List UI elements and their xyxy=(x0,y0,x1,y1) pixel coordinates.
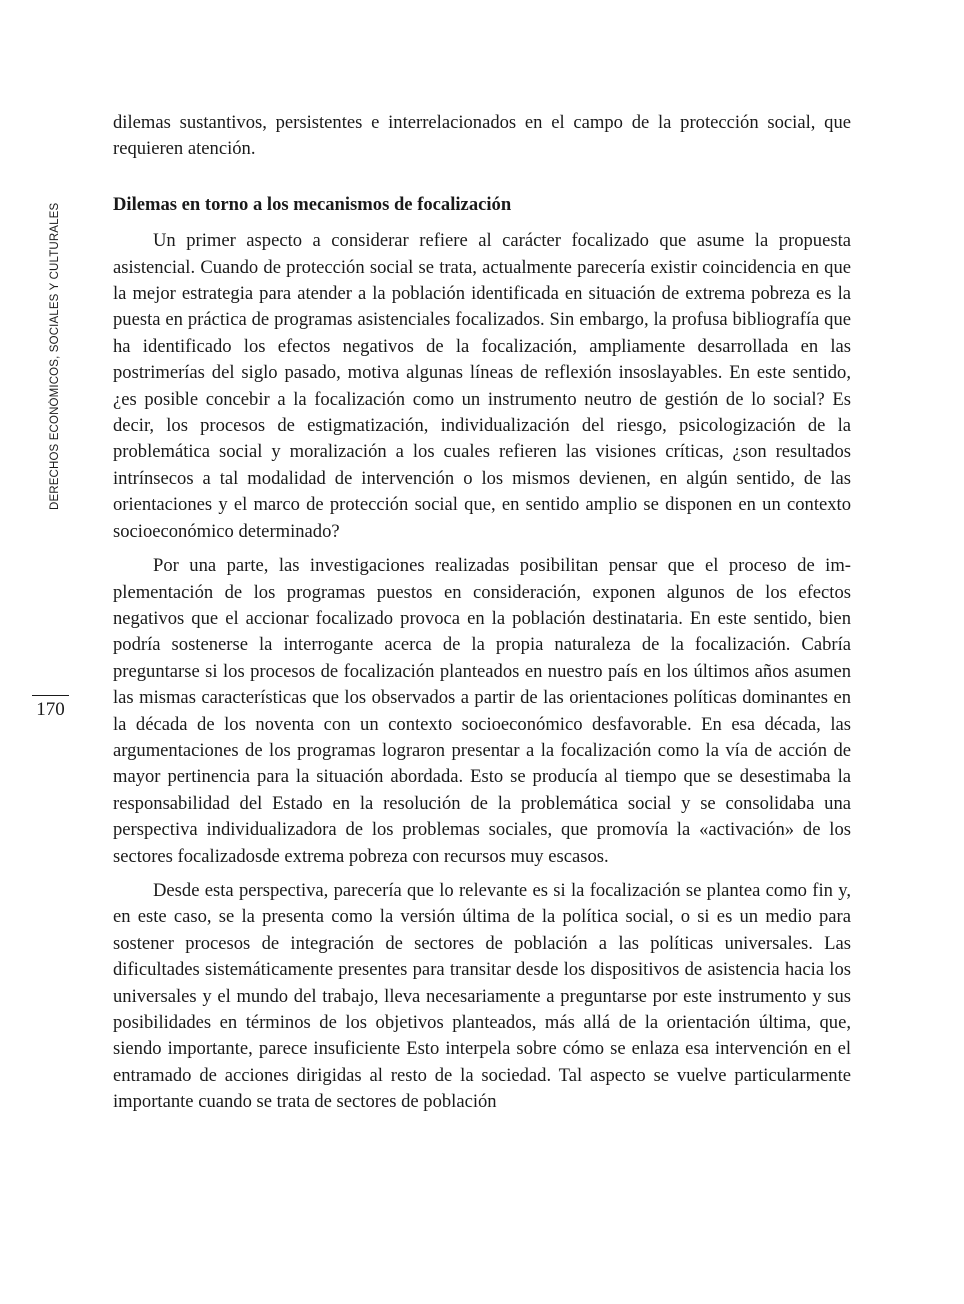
running-header-text: DERECHOS ECONÓMICOS, SOCIALES Y CULTURALES xyxy=(49,202,61,510)
paragraph-2: Por una parte, las investigaciones realizadas posibilitan pensar que el proceso de implementación de los programas puestos en consideración, exponen algunos de los efectos negativos que el accionar focalizado provoca en la población destinataria. En este sentido, bien podría sostenerse la interrogante acerca de la propia naturaleza de la focalización. Cabría preguntarse si los procesos de focalización planteados en nuestro país en los últimos años asumen las mismas características que los observados a partir de las orientaciones políticas dominantes en la década de los noventa con un contexto socioeconómico desfavorable. En esa década, las argumentaciones de los programas lograron presentar a la focalización como la vía de acción de mayor pertinencia para la situación abordada. Esto se producía al tiempo que se desestimaba la responsabilidad del Estado en la resolución de la problemática social y se consolidaba una perspectiva individualizadora de los problemas sociales, que promovía la «activación» de los sectores focalizadosde extrema pobreza con recursos muy escasos. xyxy=(113,555,851,867)
page-number: 170 xyxy=(36,699,65,720)
section-heading: Dilemas en torno a los mecanismos de focalización xyxy=(113,193,512,215)
page-number-rule xyxy=(32,695,69,696)
body-text xyxy=(113,110,851,1116)
paragraph-3: Desde esta perspectiva, parecería que lo relevante es si la focalización se plantea como fin y, en este caso, se la presenta como la versión última de la política social, o si es un medio para sostener procesos de integración de sectores de población a las políticas universales. Las dificultades sistemáticamente presentes para transitar desde los dispositivos de asistencia hacia los universales y el mundo del trabajo, lleva necesariamente a preguntarse por este instrumento y sus posibilidades en términos de los objetivos planteados, más allá de la orientación última, que, siendo importante, parece insuficiente Esto interpela sobre cómo se enlaza esa intervención en el entramado de acciones dirigidas al resto de la sociedad. Tal aspecto se vuelve particularmente importante cuando se trata de sectores de población xyxy=(113,879,851,1113)
running-header xyxy=(47,194,63,510)
paragraph-1: Un primer aspecto a considerar refiere al carácter focalizado que asume la propuesta asistencial. Cuando de protección social se trata, actualmente parecería existir coincidencia en que la mejor estrategia para atender a la población identificada en situación de extrema pobreza es la puesta en práctica de programas asistenciales focalizados. Sin embargo, la profusa bibliografía que ha identificado los efectos negativos de la focalización, ampliamente desarrollada en las postrimerías del siglo pasado, motiva algunas líneas de reflexión insoslayables. En este sentido, ¿es posible concebir a la focalización como un instrumento neutro de gestión de lo social? Es decir, los procesos de estigmatización, individualización del riesgo, psicologización de la problemática social y moralización a los cuales refieren las visiones críticas, ¿son resultados intrínsecos a tal modalidad de intervención o los mismos devienen, en algún sentido, de las orientaciones y el marco de protección social que, en sentido amplio se disponen en un contexto socioeconómico determinado? xyxy=(113,230,851,542)
intro-paragraph: dilemas sustantivos, persistentes e interrelacionados en el campo de la protección social, que requieren atención. xyxy=(113,112,851,160)
